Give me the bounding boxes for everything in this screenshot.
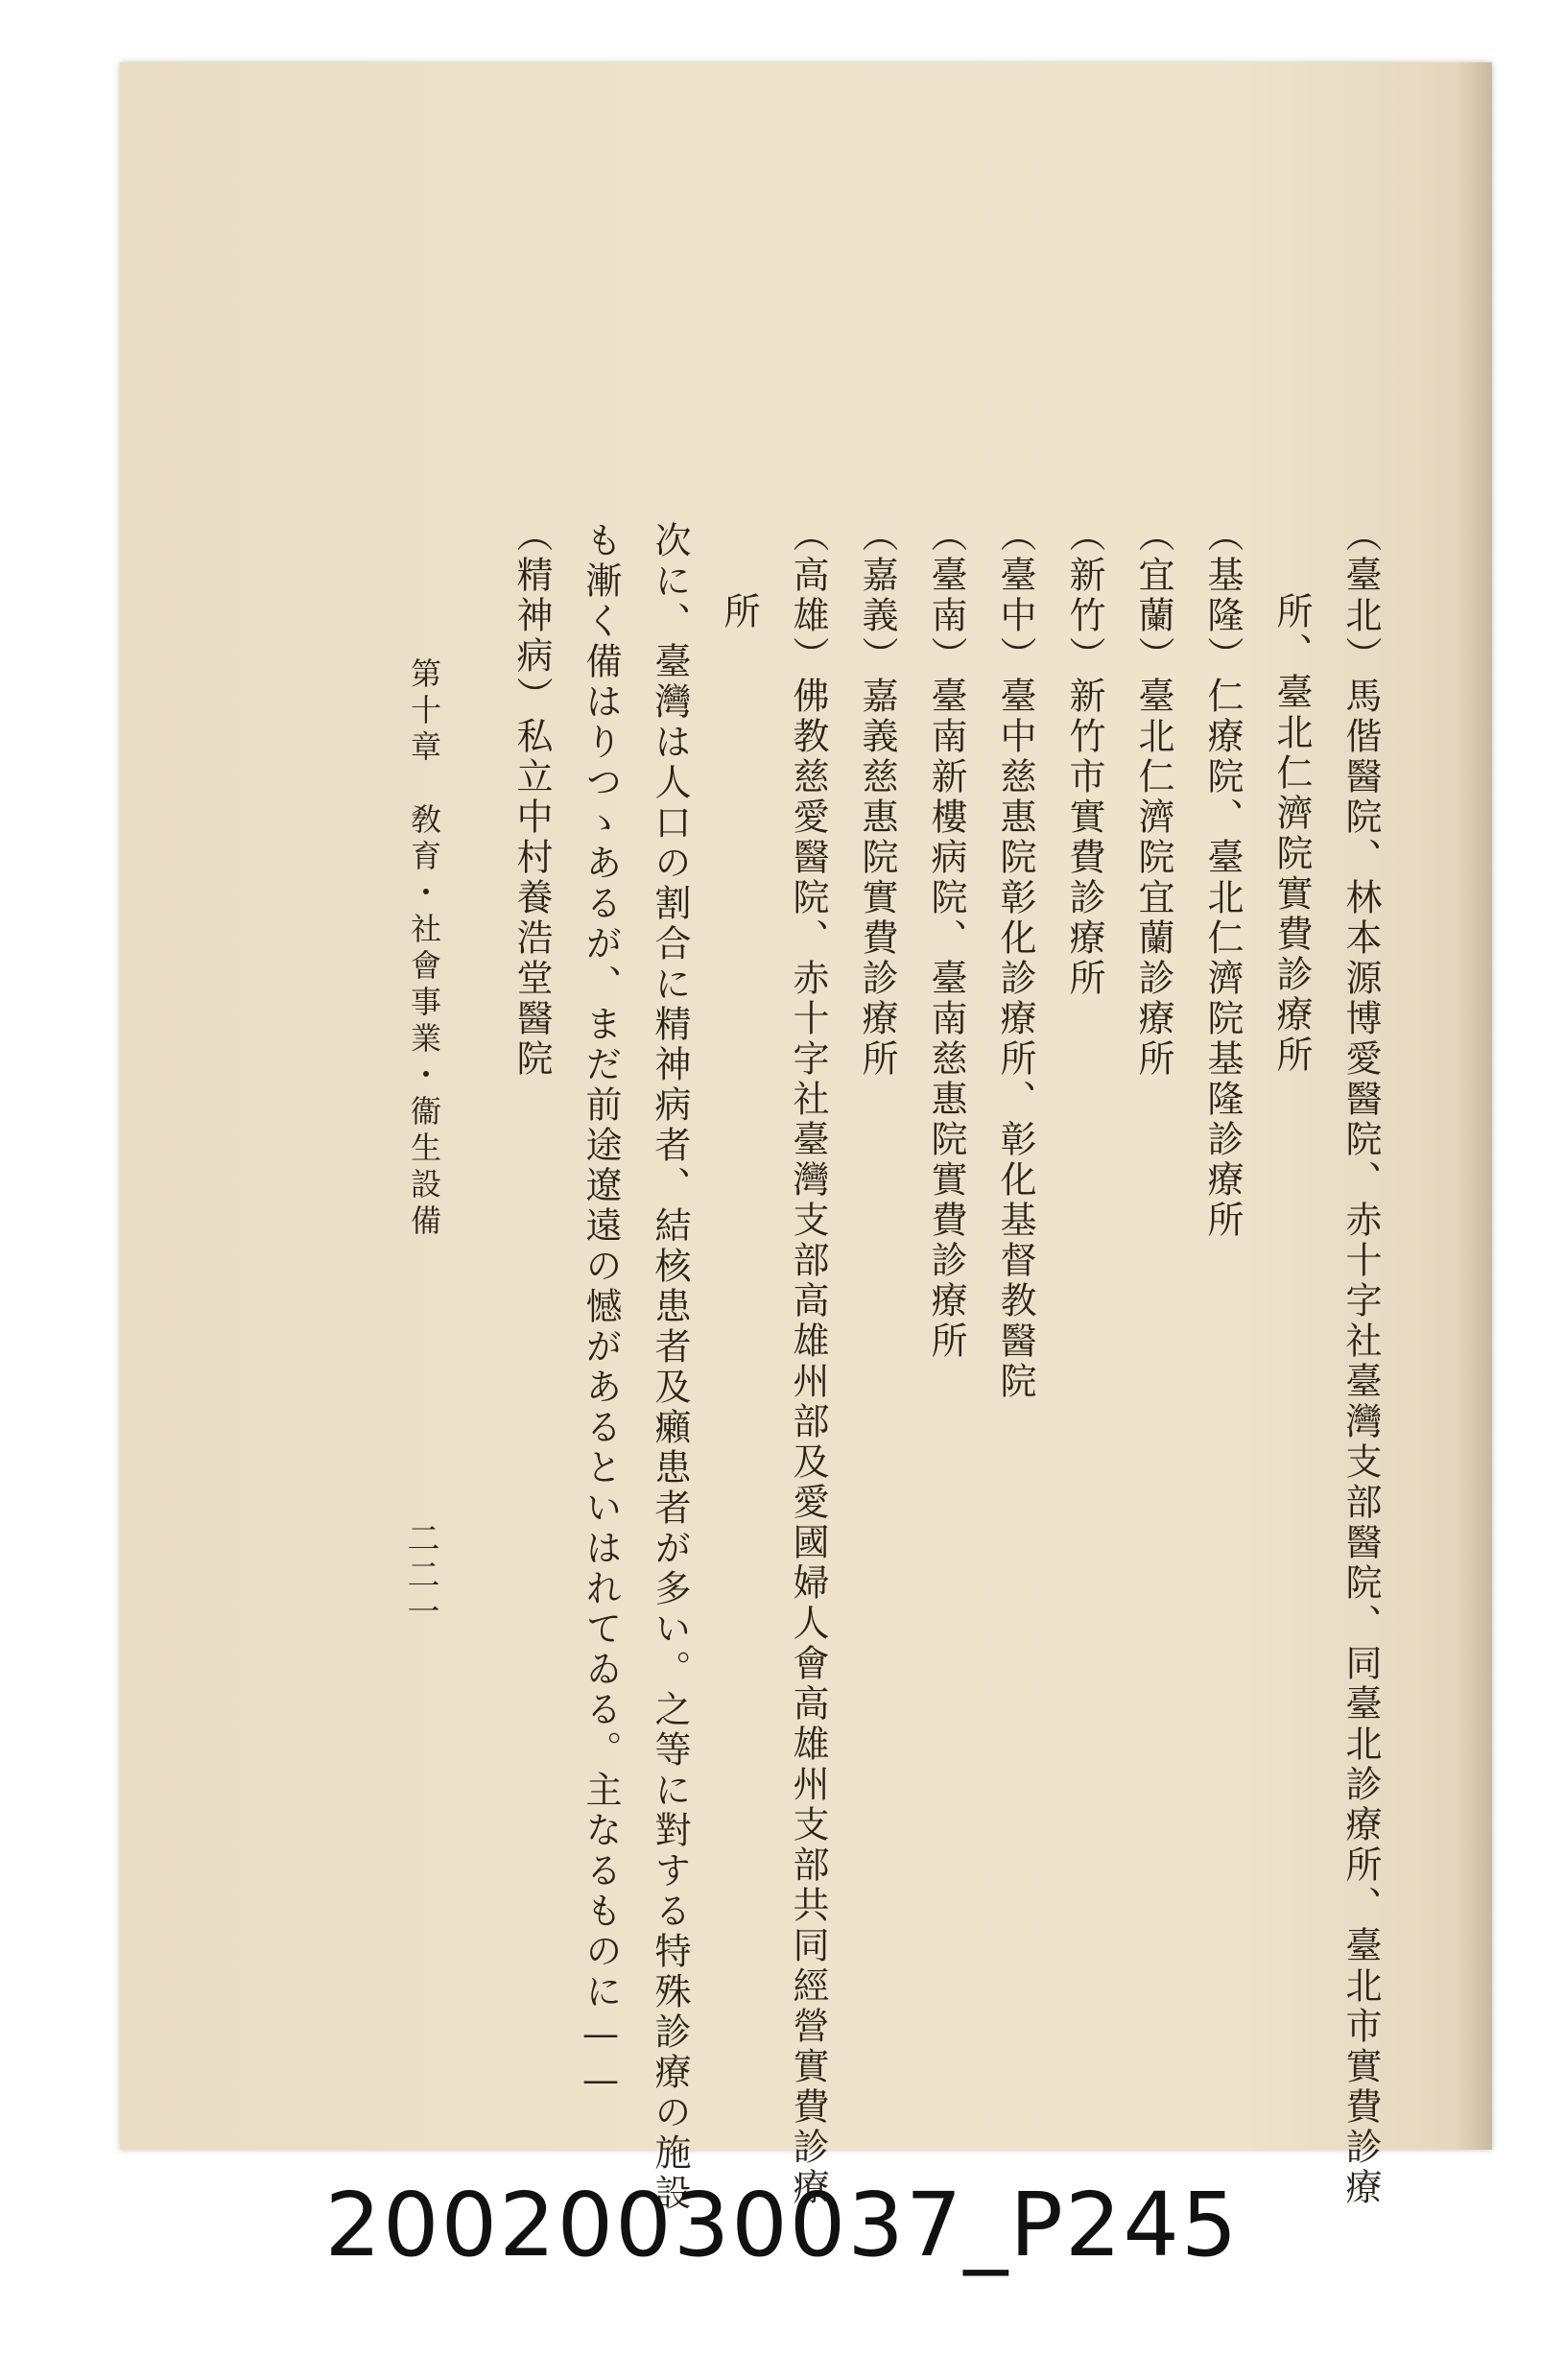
column-text: 次に、臺灣は人口の割合に精神病者、結核患者及癩患者が多い。之等に對する特殊診療の施設 [649, 521, 691, 2214]
text-column-6 [994, 515, 1036, 1402]
column-text: 所、臺北仁濟院實費診療所 [1270, 592, 1313, 1076]
page-edge-shadow [1454, 62, 1492, 2150]
region-tag: （臺北） [1339, 515, 1382, 677]
column-text: 臺北仁濟院宜蘭診療所 [1132, 677, 1174, 1080]
region-tag: （新竹） [1063, 515, 1105, 677]
column-text: 仁療院、臺北仁濟院基隆診療所 [1201, 677, 1244, 1241]
page-number: 二二一 [401, 1521, 439, 1630]
column-text: 私立中村養浩堂醫院 [510, 717, 553, 1080]
column-text: 新竹市實費診療所 [1063, 677, 1105, 999]
region-tag: （臺南） [925, 515, 967, 677]
text-column-9 [787, 515, 829, 2208]
text-column-2 [1270, 592, 1313, 1076]
book-page [120, 62, 1492, 2214]
region-tag: （臺中） [994, 515, 1036, 677]
text-column-13 [510, 515, 553, 1080]
column-text: も漸く備はりつゝあるが、まだ前途遼遠の憾があるといはれてゐる。主なるものに—— [580, 521, 622, 2105]
text-column-1 [1339, 515, 1382, 2208]
region-tag: （嘉義） [856, 515, 898, 677]
text-column-7 [925, 515, 967, 1362]
column-text: 臺中慈惠院彰化診療所、彰化基督教醫院 [994, 677, 1036, 1402]
column-text: 所 [718, 592, 760, 632]
text-column-11 [649, 521, 691, 2214]
text-column-3 [1201, 515, 1244, 1241]
column-text: 馬偕醫院、林本源博愛醫院、赤十字社臺灣支部醫院、同臺北診療所、臺北市實費診療 [1339, 677, 1382, 2208]
column-text: 臺南新樓病院、臺南慈惠院實費診療所 [925, 677, 967, 1362]
region-tag: （精神病） [510, 515, 553, 717]
region-tag: （基隆） [1201, 515, 1244, 677]
text-column-5 [1063, 515, 1105, 999]
image-caption: 20020030037_P245 [324, 2174, 1240, 2276]
running-header: 第十章 敎育・社會事業・衞生設備 [406, 657, 442, 1241]
text-column-4 [1132, 515, 1174, 1080]
column-text: 佛教慈愛醫院、赤十字社臺灣支部高雄州部及愛國婦人會高雄州支部共同經營實費診療 [787, 677, 829, 2208]
text-column-8 [856, 515, 898, 1080]
text-column-12 [580, 521, 622, 2105]
column-text: 嘉義慈惠院實費診療所 [856, 677, 898, 1080]
text-column-10 [718, 592, 760, 632]
region-tag: （宜蘭） [1132, 515, 1174, 677]
region-tag: （高雄） [787, 515, 829, 677]
